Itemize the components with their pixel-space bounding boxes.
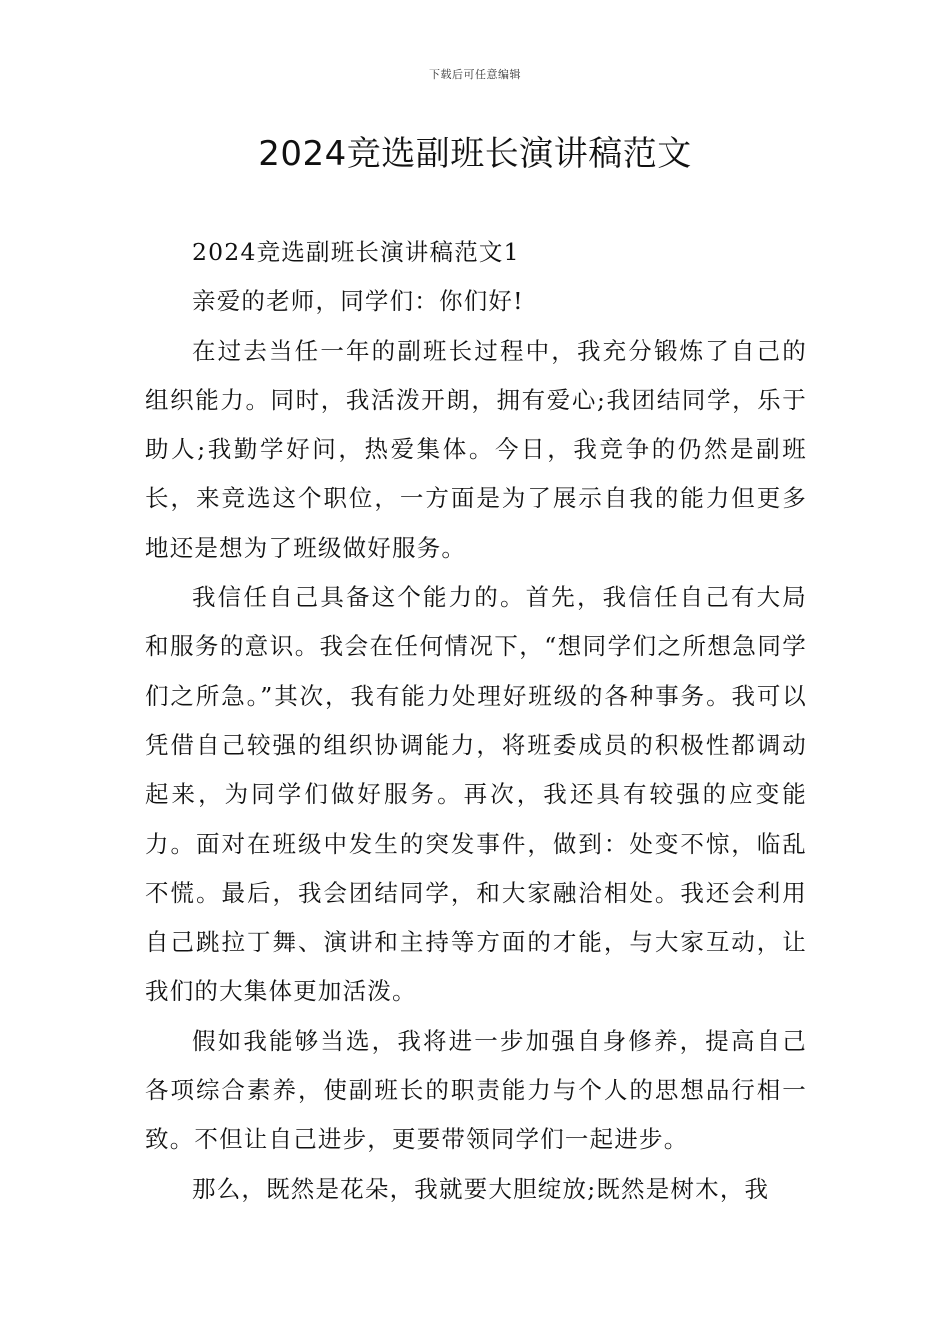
document-body bbox=[145, 228, 807, 1214]
paragraph: 假如我能够当选，我将进一步加强自身修养，提高自己各项综合素养，使副班长的职责能力与个人的思想品行相一致。不但让自己进步，更要带领同学们一起进步。 bbox=[145, 1026, 807, 1154]
paragraph-greeting: 亲爱的老师，同学们：你们好! bbox=[192, 287, 524, 316]
header-note: 下载后可任意编辑 bbox=[429, 68, 521, 81]
paragraph: 在过去当任一年的副班长过程中，我充分锻炼了自己的组织能力。同时，我活泼开朗，拥有爱心;我团结同学，乐于助人;我勤学好问，热爱集体。今日，我竞争的仍然是副班长，来竞选这个职位，一方面是为了展示自我的能力但更多地还是想为了班级做好服务。 bbox=[145, 336, 807, 562]
paragraph-subtitle: 2024竞选副班长演讲稿范文1 bbox=[192, 238, 520, 266]
document-title: 2024竞选副班长演讲稿范文 bbox=[258, 134, 692, 174]
paragraph: 那么，既然是花朵，我就要大胆绽放;既然是树木，我 bbox=[192, 1174, 770, 1203]
paragraph: 我信任自己具备这个能力的。首先，我信任自己有大局和服务的意识。我会在任何情况下，“想同学们之所想急同学们之所急。”其次，我有能力处理好班级的各种事务。我可以凭借自己较强的组织协调能力，将班委成员的积极性都调动起来，为同学们做好服务。再次，我还具有较强的应变能力。面对在班级中发生的突发事件，做到：处变不惊，临乱不慌。最后，我会团结同学，和大家融洽相处。我还会利用自己跳拉丁舞、演讲和主持等方面的才能，与大家互动，让我们的大集体更加活泼。 bbox=[145, 583, 807, 1006]
